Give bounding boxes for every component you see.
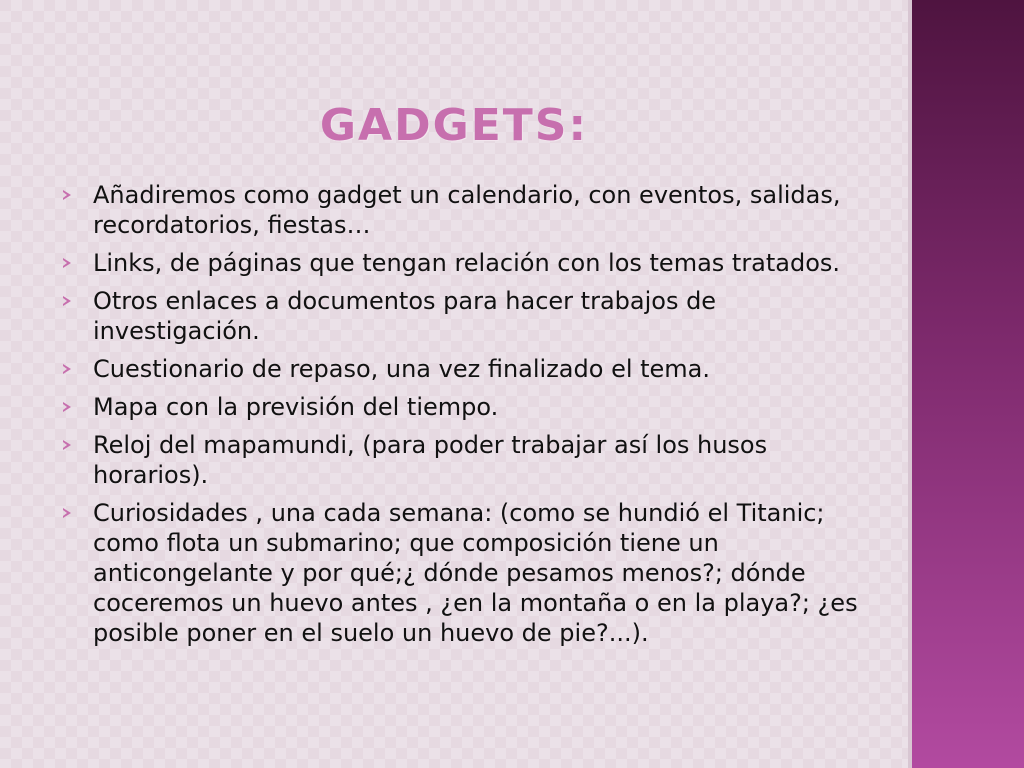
arrow-bullet-icon: [63, 440, 71, 450]
bullet-list: [60, 180, 860, 656]
bullet-item: [60, 286, 860, 346]
bullet-item: [60, 180, 860, 240]
bullet-item: [60, 354, 860, 384]
bullet-text: Mapa con la previsión del tiempo.: [93, 393, 499, 421]
arrow-bullet-icon: [63, 364, 71, 374]
arrow-bullet-icon: [63, 258, 71, 268]
bullet-item: [60, 392, 860, 422]
bullet-text: Links, de páginas que tengan relación con los temas tratados.: [93, 249, 841, 277]
decorative-side-band: [912, 0, 1024, 768]
bullet-item: [60, 248, 860, 278]
arrow-bullet-icon: [63, 402, 71, 412]
bullet-text: Otros enlaces a documentos para hacer trabajos de investigación.: [93, 287, 717, 345]
slide-title: GADGETS:: [319, 100, 589, 151]
bullet-text: Curiosidades , una cada semana: (como se hundió el Titanic; como flota un submarino; que composición tiene un anticongelante y por qué;¿ dónde pesamos menos?; dónde coceremos un huevo antes , ¿en la montaña o en la playa?; ¿es posible poner en el suelo un huevo de pie?...).: [93, 499, 858, 647]
arrow-bullet-icon: [63, 296, 71, 306]
bullet-item: [60, 498, 860, 648]
bullet-item: [60, 430, 860, 490]
arrow-bullet-icon: [63, 190, 71, 200]
bullet-text: Añadiremos como gadget un calendario, con eventos, salidas, recordatorios, fiestas…: [93, 181, 841, 239]
arrow-bullet-icon: [63, 508, 71, 518]
bullet-text: Cuestionario de repaso, una vez finalizado el tema.: [93, 355, 711, 383]
bullet-text: Reloj del mapamundi, (para poder trabajar así los husos horarios).: [93, 431, 768, 489]
